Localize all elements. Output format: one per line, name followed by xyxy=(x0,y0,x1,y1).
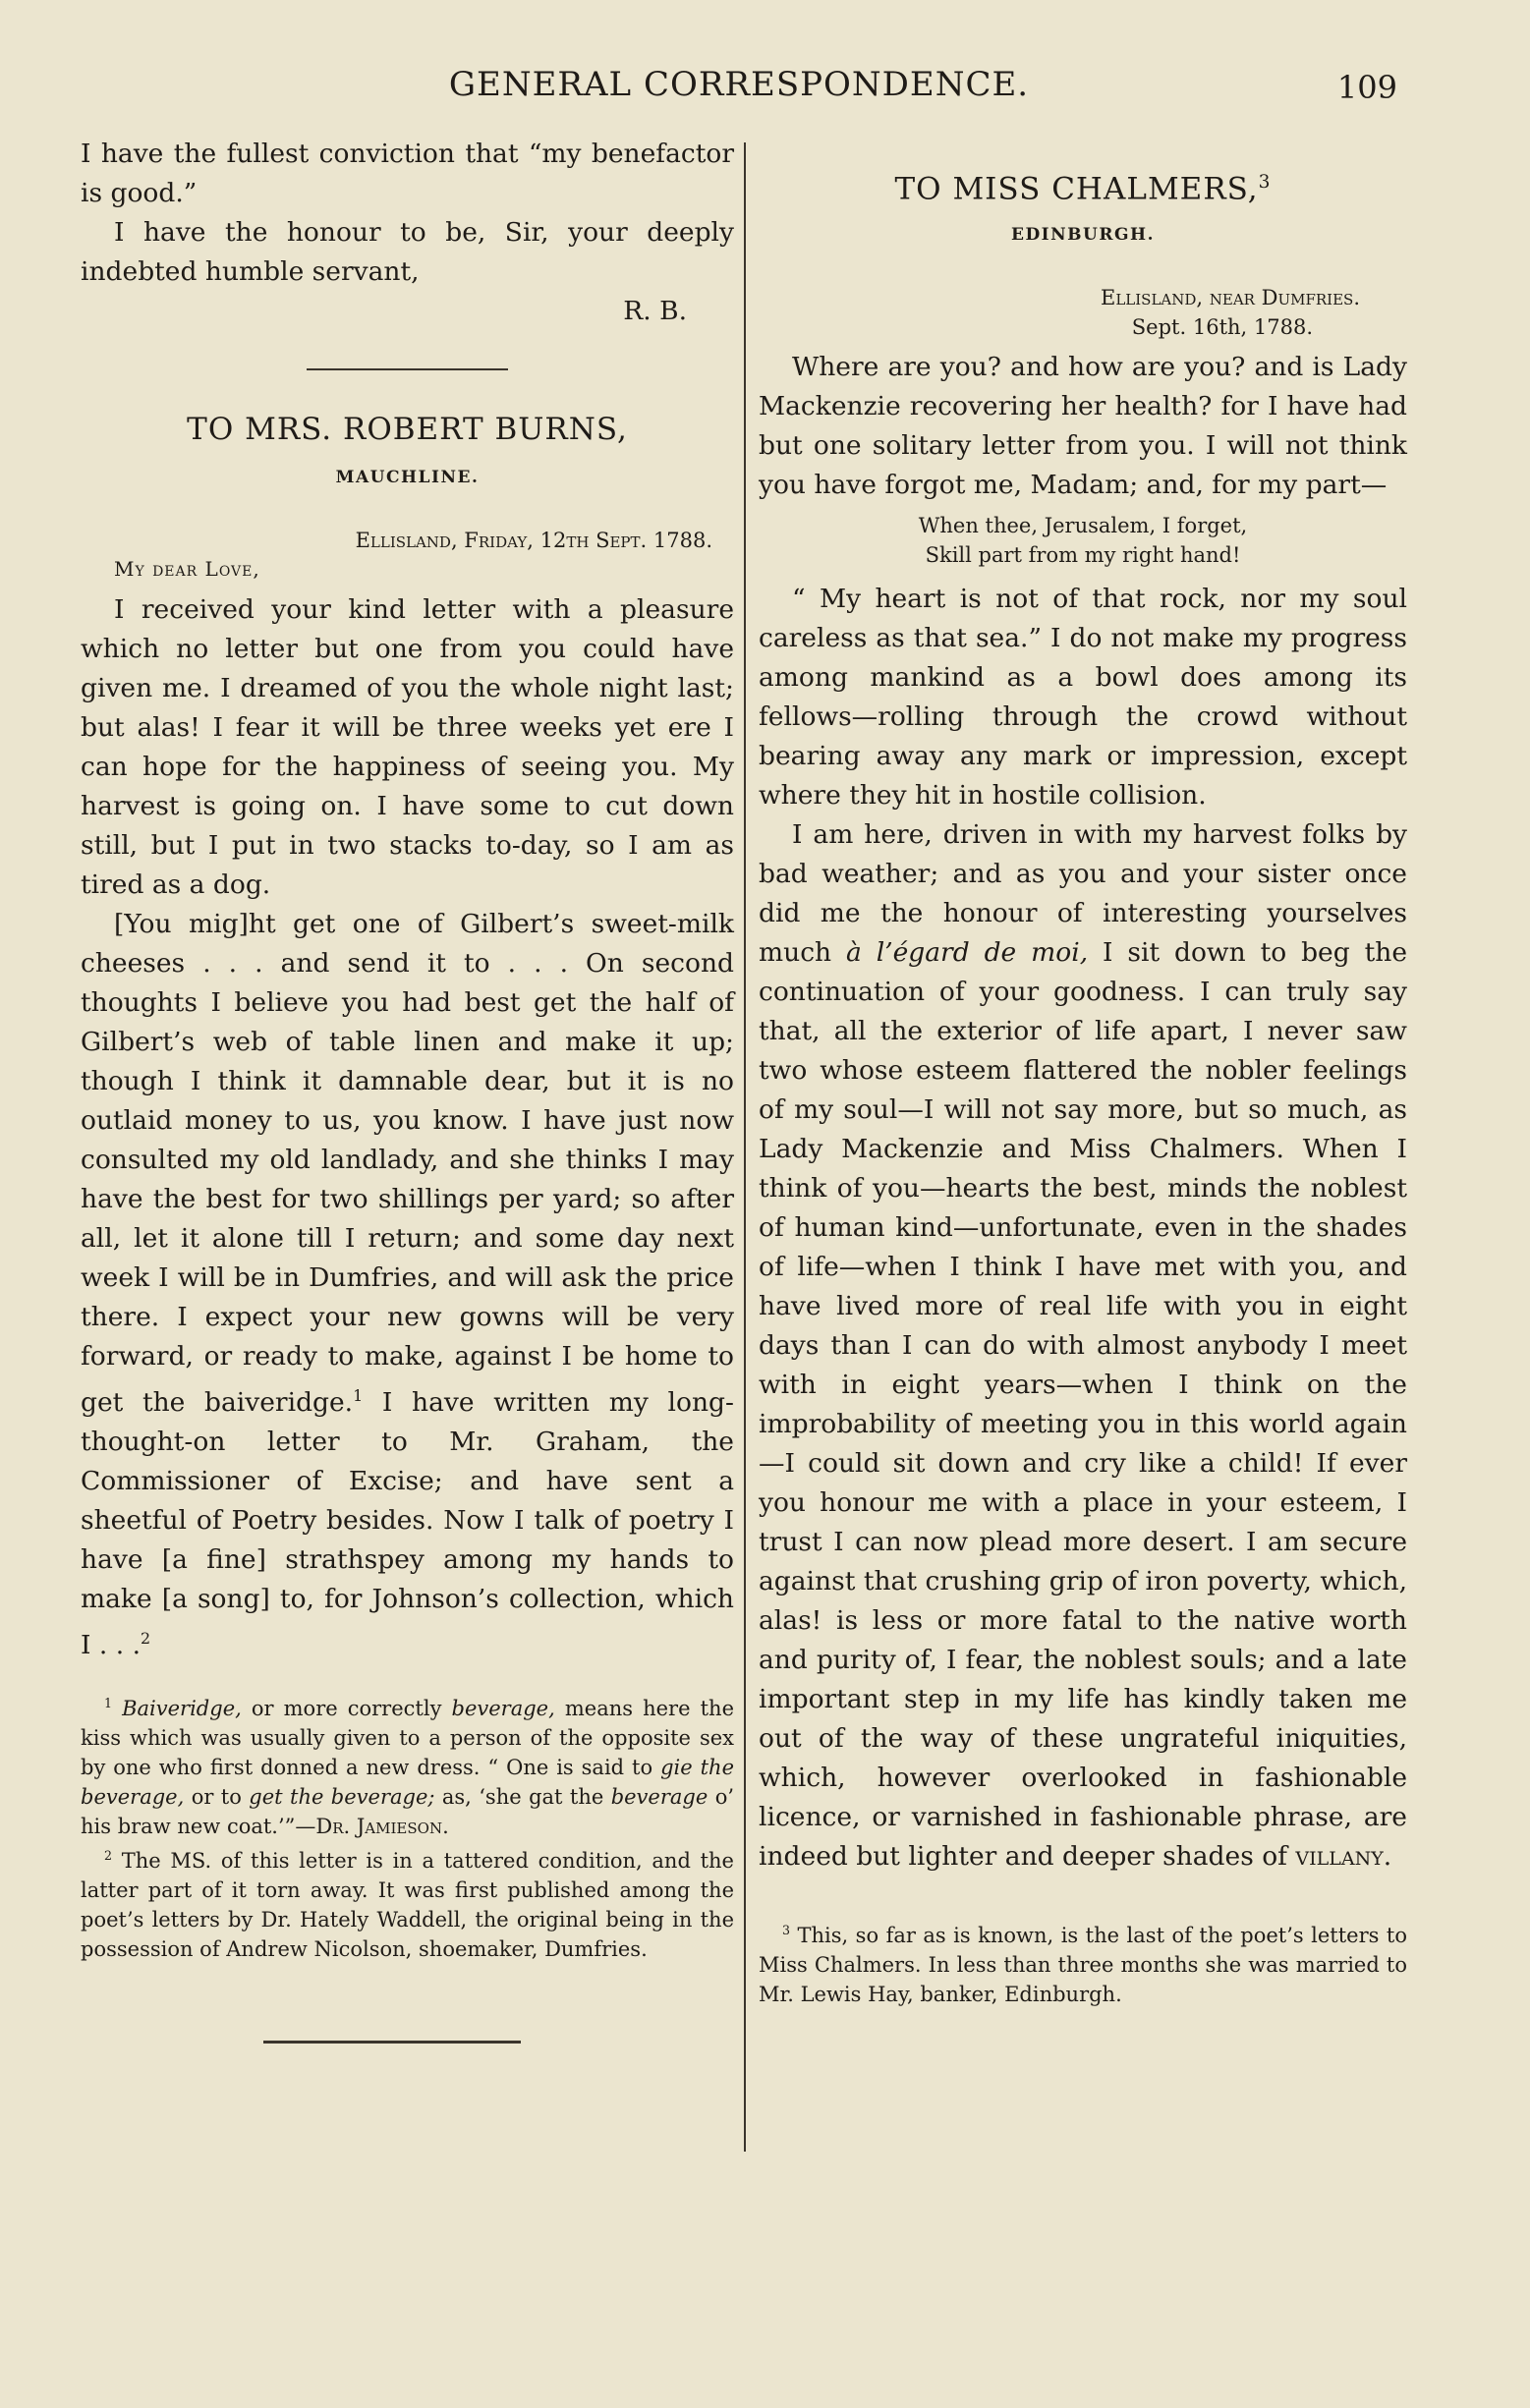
paragraph: “ My heart is not of that rock, nor my soul careless as that sea.” I do not make my progress among mankind as a bowl does among its fellows—rolling through the crowd without bearing away any mark or impression, except where they hit in hostile collision. xyxy=(759,584,1407,812)
letter-close-line: I have the fullest conviction that “my benefactor is good.” xyxy=(81,139,734,208)
paragraph-text: I have written my long-thought-on letter to Mr. Graham, the Commissioner of Excise; and have sent a sheetful of Poetry besides. Now I talk of poetry I have [a fine] strathspey among my hands to make [a song] to, for Johnson’s collection, which I . . . xyxy=(81,1386,734,1660)
paragraph-text: villany. xyxy=(1295,1841,1392,1873)
left-column xyxy=(81,135,734,2044)
paragraph xyxy=(759,815,1407,1876)
verse-line: When thee, Jerusalem, I forget, xyxy=(918,514,1248,538)
footnotes xyxy=(759,1916,1407,2009)
letter-close-line: I have the honour to be, Sir, your deeply indebted humble servant, xyxy=(81,217,734,287)
verse-quote xyxy=(759,511,1407,570)
dateline: Ellisland, Friday, 12th Sept. 1788. xyxy=(355,529,712,552)
paragraph: Where are you? and how are you? and is Lady Mackenzie recovering her health? for I have had but one solitary letter from you. I will not think you have forgot me, Madam; and, for my part— xyxy=(759,352,1407,501)
footnote-text: o’ his braw new coat.’”— xyxy=(81,1784,735,1838)
page-number: 109 xyxy=(1336,69,1397,106)
footnote-source: Dr. Jamieson. xyxy=(315,1814,449,1838)
salutation: My dear Love, xyxy=(114,557,260,581)
footnote-mark: 2 xyxy=(141,1628,151,1648)
running-title: GENERAL CORRESPONDENCE. xyxy=(448,65,1030,104)
section-divider xyxy=(307,368,508,370)
footnote-term: gie the beverage, xyxy=(81,1755,734,1809)
footnote-number: 2 xyxy=(104,1847,113,1863)
footnote-text: means here the kiss which was usually given to a person of the opposite sex by one who first donned a new dress. “ One is said to xyxy=(81,1696,734,1779)
footnote-term: get the beverage; xyxy=(249,1784,435,1809)
column-divider xyxy=(744,142,746,2152)
footnote-term: beverage xyxy=(610,1784,708,1809)
footnote-text: or more correctly xyxy=(241,1696,452,1720)
end-rule xyxy=(263,2041,521,2044)
footnote-text: or to xyxy=(184,1784,250,1809)
footnote-mark: 3 xyxy=(1258,172,1272,193)
paragraph: I received your kind letter with a pleasure which no letter but one from you could have given me. I dreamed of you the whole night last; but alas! I fear it will be three weeks yet ere I can hope for the happiness of seeing you. My harvest is going on. I have some to cut down still, but I put in two stacks to-day, so I am as tired as a dog. xyxy=(81,594,734,900)
footnote-number: 1 xyxy=(104,1695,113,1710)
footnote xyxy=(81,1689,734,1841)
paragraph-text: [You mig]ht get one of Gilbert’s sweet-milk cheeses . . . and send it to . . . On second thoughts I believe you had best get the half of Gilbert’s web of table linen and make it up; though I think it damnable dear, but it is no outlaid money to us, you know. I have just now consulted my old landlady, and she thinks I may have the best for two shillings per yard; so after all, let it alone till I return; and some day next week I will be in Dumfries, and will ask the price there. I expect your new gowns will be very forward, or ready to make, against I be home to get the baiveridge. xyxy=(81,909,734,1418)
running-head xyxy=(81,65,1397,114)
signature: R. B. xyxy=(623,296,687,326)
dateline: Sept. 16th, 1788. xyxy=(1131,315,1313,340)
footnote-mark: 1 xyxy=(353,1386,364,1405)
right-column xyxy=(759,157,1407,2009)
letter-place: MAUCHLINE. xyxy=(335,468,480,487)
paragraph-text: I sit down to beg the continuation of your goodness. I can truly say that, all the exterior of life apart, I never saw two whose esteem flattered the nobler feelings of my soul—I will not say more, but so much, as Lady Mackenzie and Miss Chalmers. When I think of you—hearts the best, minds the noblest of human kind—unfortunate, even in the shades of life—when I think I have met with you, and have lived more of real life with you in eight days than I can do with almost anybody I meet with in eight years—when I think on the improbability of meeting you in this world again—I could sit down and cry like a child! If ever you honour me with a place in your esteem, I trust I can now plead more desert. I am secure against that crushing grip of iron poverty, which, alas! is less or more fatal to the native worth and purity of, I fear, the noblest souls; and a late important step in my life has kindly taken me out of the way of these ungrateful iniquities, which, however overlooked in fashionable licence, or varnished in fashionable phrase, are indeed but lighter and deeper shades of xyxy=(759,937,1407,1873)
footnote-text: This, so far as is known, is the last of the poet’s letters to Miss Chalmers. In less than three months she was married to Mr. Lewis Hay, banker, Edinburgh. xyxy=(759,1924,1407,2007)
footnote-text: The MS. of this letter is in a tattered condition, and the latter part of it torn away. It was first published among the poet’s letters by Dr. Hately Waddell, the original being in the possession of Andrew Nicolson, shoemaker, Dumfries. xyxy=(81,1848,734,1961)
verse-line: Skill part from my right hand! xyxy=(925,543,1241,568)
letter-heading: TO MRS. ROBERT BURNS, xyxy=(187,412,628,447)
footnotes xyxy=(81,1689,734,1964)
dateline: Ellisland, near Dumfries. xyxy=(1101,286,1360,310)
paragraph-text: I am here, driven in with my harvest folks by bad weather; and as you and your sister once did me the honour of interesting yourselves much xyxy=(759,819,1407,969)
footnote-number: 3 xyxy=(782,1923,791,1938)
paragraph-italic: à l’égard de moi, xyxy=(846,937,1089,969)
footnote-term: beverage, xyxy=(451,1696,555,1720)
footnote xyxy=(759,1916,1407,2009)
letter-place: EDINBURGH. xyxy=(1010,225,1155,246)
footnote-term: Baiveridge, xyxy=(122,1696,242,1720)
paragraph xyxy=(81,905,734,1665)
letter-heading xyxy=(759,163,1407,208)
footnote xyxy=(81,1841,734,1964)
footnote-text: as, ‘she gat the xyxy=(434,1784,611,1809)
heading-text: TO MISS CHALMERS, xyxy=(894,171,1259,207)
